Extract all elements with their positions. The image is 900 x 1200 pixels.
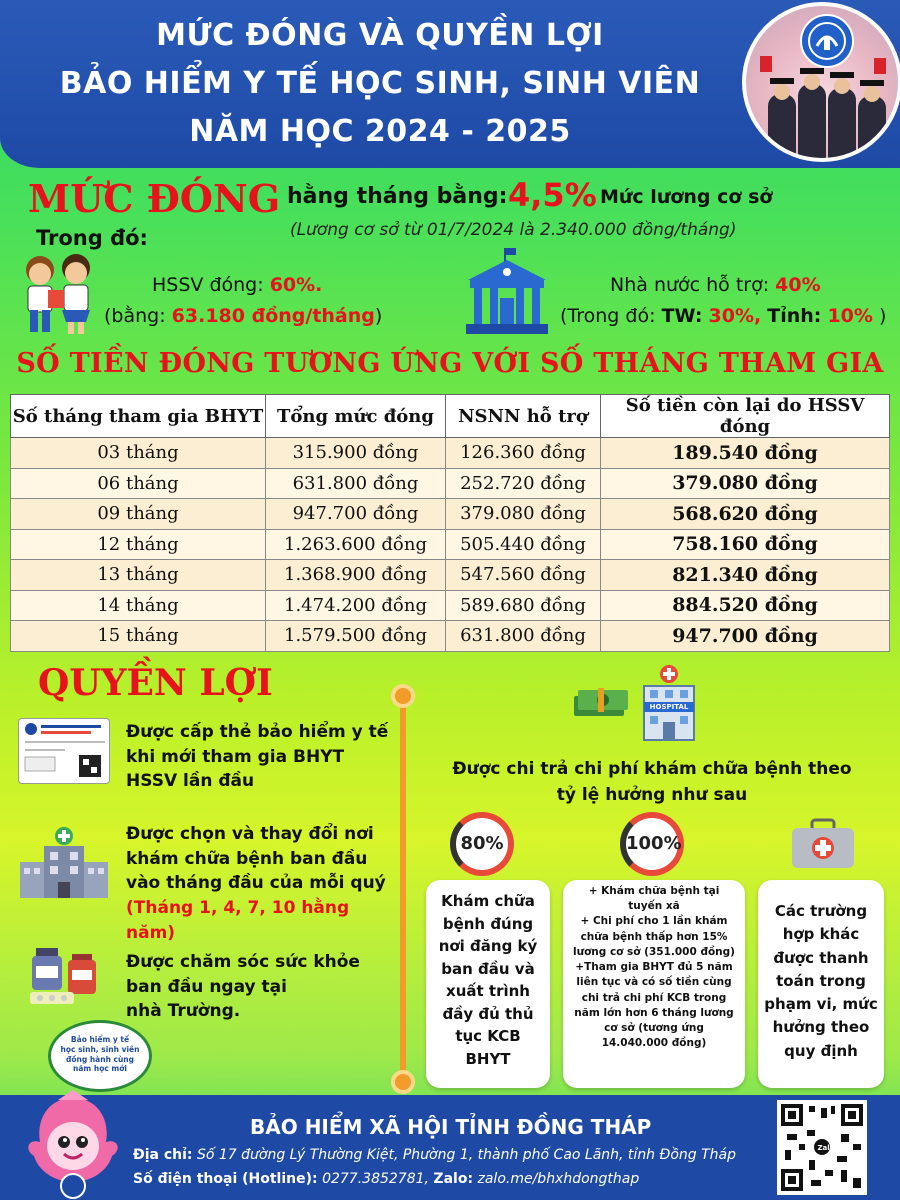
table-row [11,621,890,652]
card-other-cases: Các trường hợp khác được thanh toán trong phạm vi, mức hưởng theo quy định [758,880,884,1088]
table-row [11,590,890,621]
student-share: HSSV đóng: 60%. [152,274,323,296]
table-row [11,438,890,469]
table-row [11,468,890,499]
footer-contact: Số điện thoại (Hotline): 0277.3852781, Zalo: zalo.me/bhxhdongthap [133,1171,640,1187]
rate-suffix: Mức lương cơ sở [600,186,773,208]
total-cell: 947.700 đồng [266,499,446,530]
total-cell: 1.474.200 đồng [266,590,446,621]
months-cell: 15 tháng [11,621,266,652]
hospital-sign: HOSPITAL [649,703,689,711]
table-header-row [11,395,890,438]
footer-org-name: BẢO HIỂM XÃ HỘI TỈNH ĐỒNG THÁP [250,1115,652,1139]
zalo-link[interactable]: zalo.me/bhxhdongthap [477,1171,640,1187]
first-aid-kit-icon [790,818,856,870]
qr-zalo-label: Zalo [817,1144,835,1152]
title-line-1: MỨC ĐÓNG VÀ QUYỀN LỢI [156,18,604,53]
money-stack-icon [572,682,628,718]
insurance-card-icon [18,718,110,784]
title-line-3: NĂM HỌC 2024 - 2025 [189,114,571,149]
table-row [11,529,890,560]
state-detail: (Trong đó: TW: 30%, Tỉnh: 10% ) [560,305,887,327]
rate-value: 4,5% [508,176,597,214]
column-header: NSNN hỗ trợ [446,395,601,438]
graduates-logo-badge [742,2,900,162]
student-pays-cell: 821.340 đồng [601,560,890,591]
table-row [11,499,890,530]
medicine-icon [28,944,104,1008]
fee-table [10,394,890,652]
support-cell: 547.560 đồng [446,560,601,591]
support-cell: 252.720 đồng [446,468,601,499]
hospital-icon [630,664,708,742]
total-cell: 1.579.500 đồng [266,621,446,652]
contribution-heading: MỨC ĐÓNG [28,176,281,221]
student-pays-cell: 758.160 đồng [601,529,890,560]
benefits-heading: QUYỀN LỢI [38,662,273,704]
support-cell: 505.440 đồng [446,529,601,560]
benefit-card-issued: Được cấp thẻ bảo hiểm y tế khi mới tham gia BHYT HSSV lần đầu [126,722,389,792]
student-pays-cell: 189.540 đồng [601,438,890,469]
student-pays-cell: 568.620 đồng [601,499,890,530]
total-cell: 315.900 đồng [266,438,446,469]
column-header: Tổng mức đóng [266,395,446,438]
student-pays-cell: 884.520 đồng [601,590,890,621]
rate-80-badge: 80% [450,812,514,876]
base-salary-note: (Lương cơ sở từ 01/7/2024 là 2.340.000 đồng/tháng) [290,220,737,240]
column-header: Số tiền còn lại do HSSV đóng [601,395,890,438]
table-heading: SỐ TIỀN ĐÓNG TƯƠNG ỨNG VỚI SỐ THÁNG THAM GIA [16,348,884,379]
student-amount: (bằng: 63.180 đồng/tháng) [104,305,383,327]
zalo-qr-code[interactable] [777,1100,867,1195]
timeline-dot [391,1070,415,1094]
benefit-change-facility: Được chọn và thay đổi nơi khám chữa bệnh ban đầu vào tháng đầu của mỗi quý (Tháng 1, 4, 7, 10 hằng năm) [126,824,386,943]
total-cell: 1.368.900 đồng [266,560,446,591]
months-cell: 03 tháng [11,438,266,469]
subheading-trong-do: Trong đó: [36,226,148,250]
students-icon [18,252,100,336]
payment-rate-title: Được chi trả chi phí khám chữa bệnh theo tỷ lệ hưởng như sau [452,759,852,806]
support-cell: 589.680 đồng [446,590,601,621]
column-header: Số tháng tham gia BHYT [11,395,266,438]
months-cell: 06 tháng [11,468,266,499]
months-cell: 14 tháng [11,590,266,621]
slogan-bubble: Bảo hiểm y tế học sinh, sinh viên đồng hành cùng năm học mới [48,1020,152,1092]
support-cell: 126.360 đồng [446,438,601,469]
social-insurance-logo-icon [800,14,854,68]
months-cell: 12 tháng [11,529,266,560]
hospital-building-icon [16,826,112,900]
footer-bar [0,1095,900,1200]
rate-100-badge: 100% [620,812,684,876]
student-pays-cell: 947.700 đồng [601,621,890,652]
card-100-percent: + Khám chữa bệnh tại tuyến xã + Chi phí cho 1 lần khám chữa bệnh thấp hơn 15% lương cơ sở (351.000 đồng) +Tham gia BHYT đủ 5 năm liên tục và có số tiền cùng chi trả chi phí KCB trong năm lớn hơn 6 tháng lương cơ sở (tương ứng 14.040.000 đồng) [563,880,745,1088]
title-line-2: BẢO HIỂM Y TẾ HỌC SINH, SINH VIÊN [59,66,701,101]
card-80-percent: Khám chữa bệnh đúng nơi đăng ký ban đầu và xuất trình đầy đủ thủ tục KCB BHYT [426,880,550,1088]
total-cell: 1.263.600 đồng [266,529,446,560]
state-share: Nhà nước hỗ trợ: 40% [610,274,821,296]
total-cell: 631.800 đồng [266,468,446,499]
government-building-icon [464,246,550,336]
footer-address: Địa chỉ: Số 17 đường Lý Thường Kiệt, Phường 1, thành phố Cao Lãnh, tỉnh Đồng Tháp [133,1147,737,1163]
months-cell: 13 tháng [11,560,266,591]
months-cell: 09 tháng [11,499,266,530]
student-pays-cell: 379.080 đồng [601,468,890,499]
monthly-label: hằng tháng bằng: [287,184,508,209]
support-cell: 631.800 đồng [446,621,601,652]
support-cell: 379.080 đồng [446,499,601,530]
timeline-bar [400,692,406,1082]
timeline-dot [391,684,415,708]
mascot-icon [18,1090,128,1200]
benefit-school-care: Được chăm sóc sức khỏe ban đầu ngay tại nhà Trường. [126,952,360,1022]
table-row [11,560,890,591]
